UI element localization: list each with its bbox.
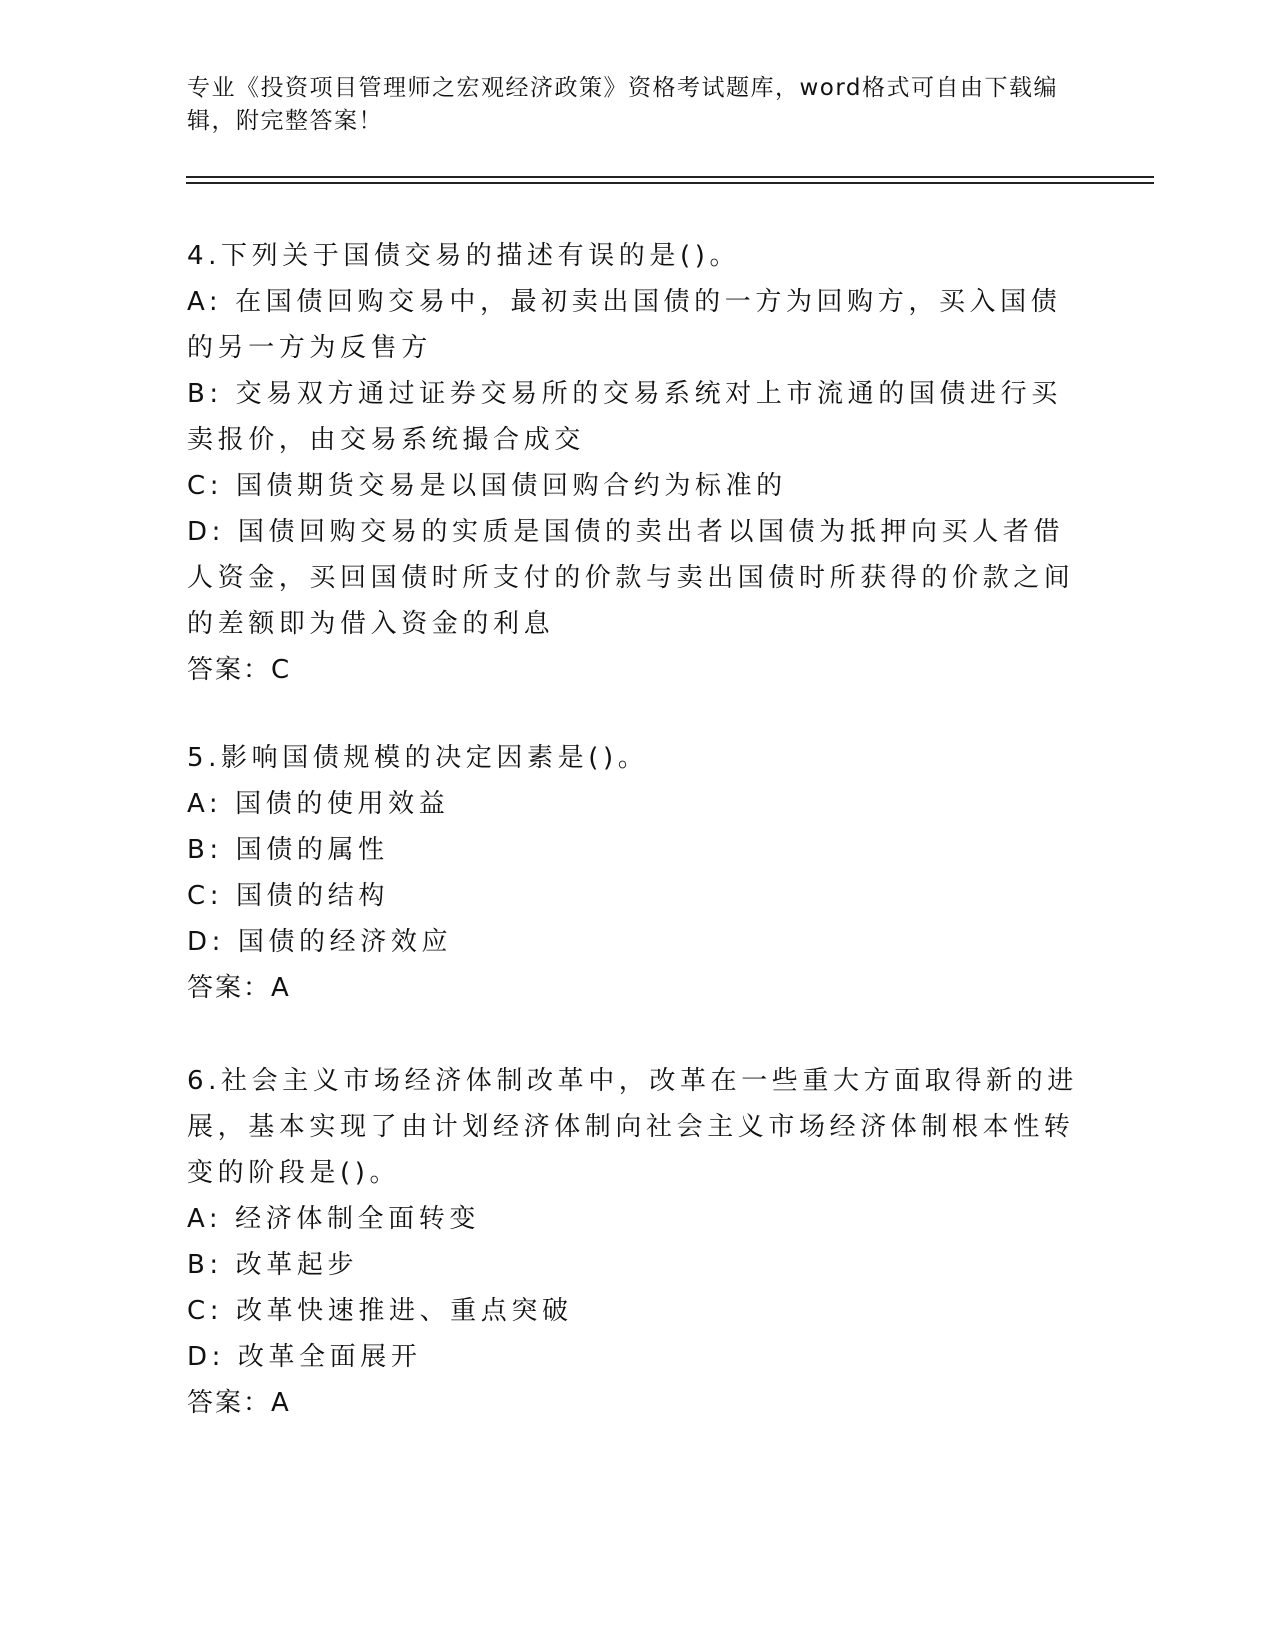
- question-4: [187, 233, 1087, 693]
- header-rule-top: [186, 176, 1154, 178]
- option-b: B: 交易双方通过证券交易所的交易系统对上市流通的国债进行买卖报价，由交易系统撮合成交: [187, 379, 1062, 455]
- answer-value: A: [271, 973, 290, 1003]
- option-d: D: 改革全面展开: [187, 1342, 422, 1372]
- option-c: C: 国债期货交易是以国债回购合约为标准的: [187, 471, 787, 501]
- document-header: 专业《投资项目管理师之宏观经济政策》资格考试题库，word格式可自由下载编辑，附完整答案！: [187, 75, 1059, 134]
- option-a: A: 经济体制全面转变: [187, 1204, 480, 1234]
- option-b: B: 改革起步: [187, 1250, 359, 1280]
- question-stem: 4.下列关于国债交易的描述有误的是()。: [187, 241, 741, 271]
- option-c: C: 改革快速推进、重点突破: [187, 1296, 573, 1326]
- option-b: B: 国债的属性: [187, 835, 389, 865]
- answer-line: [187, 647, 1087, 693]
- option-a: A: 国债的使用效益: [187, 789, 450, 819]
- answer-value: A: [271, 1388, 290, 1418]
- option-d: D: 国债的经济效应: [187, 927, 453, 957]
- answer-label: 答案：: [187, 1388, 272, 1418]
- question-5: [187, 735, 1087, 1011]
- option-d: D: 国债回购交易的实质是国债的卖出者以国债为抵押向买人者借人资金，买回国债时所支付的价款与卖出国债时所获得的价款之间的差额即为借入资金的利息: [187, 517, 1075, 639]
- answer-label: 答案：: [187, 655, 272, 685]
- answer-line: [187, 965, 1087, 1011]
- option-c: C: 国债的结构: [187, 881, 389, 911]
- question-6: [187, 1058, 1087, 1426]
- answer-line: [187, 1380, 1087, 1426]
- answer-value: C: [271, 655, 291, 685]
- answer-label: 答案：: [187, 973, 272, 1003]
- question-stem: 6.社会主义市场经济体制改革中，改革在一些重大方面取得新的进展，基本实现了由计划经济体制向社会主义市场经济体制根本性转变的阶段是()。: [187, 1066, 1078, 1188]
- header-rule-bottom: [186, 182, 1154, 184]
- option-a: A: 在国债回购交易中，最初卖出国债的一方为回购方，买入国债的另一方为反售方: [187, 287, 1062, 363]
- question-stem: 5.影响国债规模的决定因素是()。: [187, 743, 649, 773]
